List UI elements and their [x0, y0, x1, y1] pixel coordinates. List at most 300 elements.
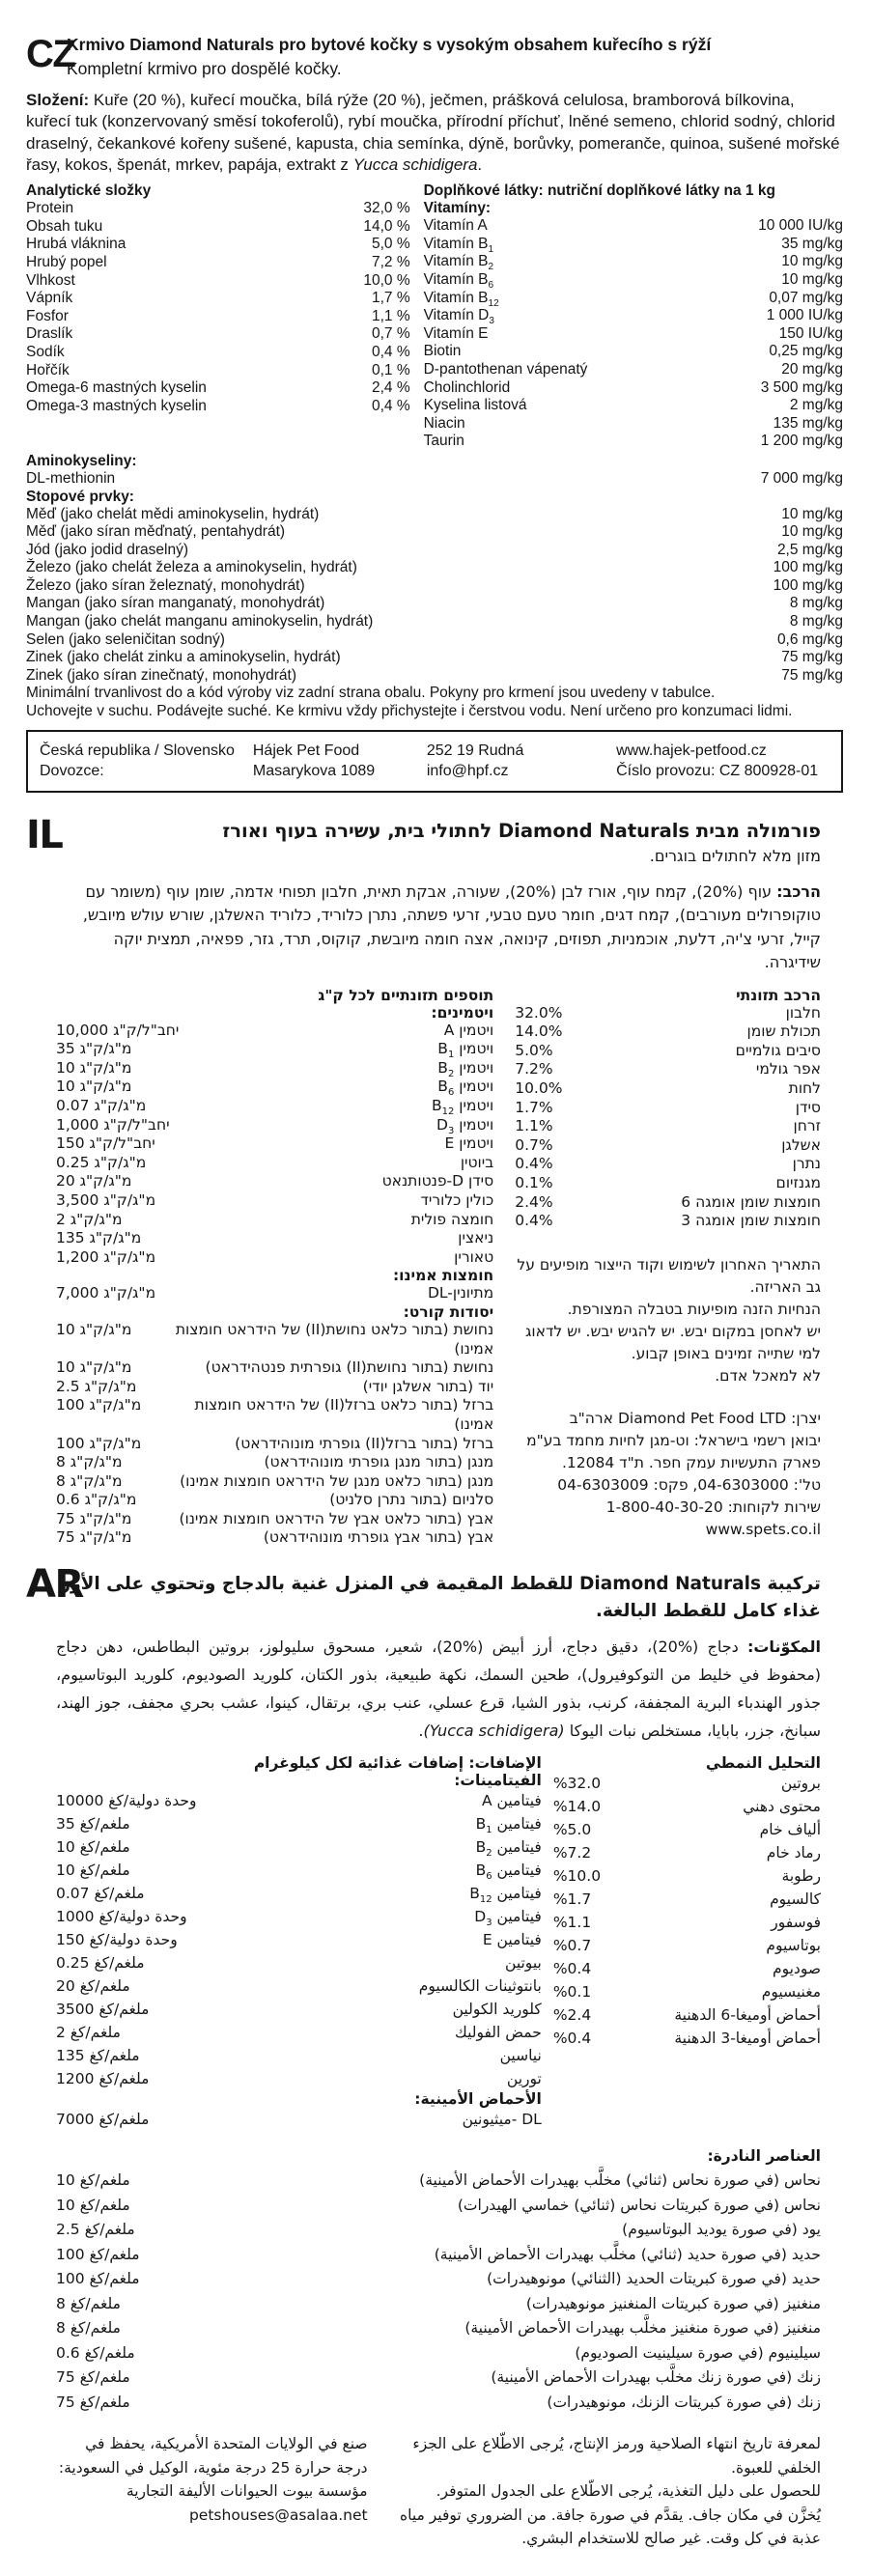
nutrient-value: 5.0%: [515, 1041, 553, 1059]
vitamin-name: فيتامين A: [482, 1792, 542, 1810]
il-vitamins-header: ויטמינים:: [431, 1003, 494, 1022]
vitamin-name: فيتامين $B_2$: [475, 1838, 542, 1860]
vitamin-name: فيتامين $B_6$: [475, 1862, 542, 1883]
vitamin-value: 20 ملغم/كغ: [56, 1977, 130, 1996]
nutrient-value: 1.1%: [515, 1117, 553, 1135]
il-amino-rows: [56, 1284, 493, 1303]
vitamin-row: [56, 1789, 542, 1812]
il-ingredients-paragraph: [56, 881, 821, 975]
analytical-row: [26, 254, 410, 272]
vitamin-row: [56, 2067, 542, 2090]
vitamin-value: 135 ملغم/كغ: [56, 2047, 140, 2065]
vitamin-name: Vitamín A: [423, 217, 488, 235]
trace-element-value: 2,5 mg/kg: [776, 541, 843, 558]
cz-additives-column: [424, 182, 843, 451]
nutrient-value: %0.4: [552, 1960, 592, 1978]
cz-amino-header: Aminokyseliny:: [26, 452, 137, 469]
amino-value: 7000 ملغم/كغ: [56, 2111, 150, 2129]
vitamin-row: [56, 1134, 493, 1154]
vitamin-value: 10 mg/kg: [781, 270, 843, 288]
vitamin-row: [56, 1078, 493, 1097]
vitamin-name: نياسين: [499, 2047, 542, 2065]
nutrient-value: 10,0 %: [363, 271, 410, 289]
vitamin-value: 20 mg/kg: [781, 360, 843, 378]
nutrient-name: זרחן: [793, 1117, 821, 1135]
trace-element-row: [56, 2218, 821, 2243]
vitamin-row: [56, 1116, 493, 1135]
importer-table-row: [40, 741, 830, 762]
trace-element-row: [56, 2316, 821, 2341]
nutrient-value: %0.1: [552, 1983, 592, 2002]
ar-analytical-rows: [553, 1772, 821, 2050]
analytical-row: [553, 1772, 821, 1795]
trace-element-value: 10 מ"ג/ק"ג: [56, 1358, 132, 1377]
trace-element-row: [56, 2243, 821, 2268]
trace-element-row: [56, 2391, 821, 2416]
vitamin-value: 0,07 mg/kg: [769, 289, 843, 306]
trace-element-value: 8 ملغم/كغ: [56, 2294, 121, 2312]
trace-element-row: [26, 667, 843, 686]
nutrient-value: %0.7: [552, 1937, 592, 1955]
trace-element-row: [26, 595, 843, 613]
vitamin-row: [424, 397, 843, 415]
ar-trace-rows: [56, 2169, 821, 2415]
analytical-row: [515, 1079, 821, 1099]
analytical-row: [515, 1004, 821, 1023]
vitamin-row: [56, 1812, 542, 1835]
vitamin-name: فيتامين $B_{12}$: [469, 1885, 542, 1906]
trace-element-row: [56, 1358, 493, 1378]
il-ingredients-text: עוף (20%), קמח עוף, אורז לבן (20%), שעורה, אבקת תאית, חלבון תפוחי אדמה, שומן עוף (משומר עם טוקופרולים מעורבים), קמח דגים, חומר טעם טבעי, זרעי פשתה, נתרן כלוריד, כלוריד האשלגן, שורש עולש מיובש, קייל, זרעי צ'יה, דלעת, אוכמניות, תפוזים, קינואה, אצה חומה מיובשת, קוקוס, תרד, גזר, פפאיה, תמצית יוקה שידיגרה.: [82, 882, 821, 972]
nutrient-name: رماد خام: [766, 1844, 821, 1862]
vitamin-value: 0.07 מ"ג/ק"ג: [56, 1097, 147, 1114]
nutrient-name: מגנזיום: [775, 1173, 821, 1191]
cz-ingredients-paragraph: Složení: Kuře (20 %), kuřecí moučka, bílá rýže (20 %), ječmen, prášková celulosa, bramborová bílkovina, kuřecí tuk (konzervovaný směsí tokoferolů), rybí moučka, přírodní příchuť, lněné semeno, chlorid sodný, chlorid draselný, čekankové kořeny sušené, kapusta, chia semínka, dýně, borůvky, pomeranče, quinoa, sušené mořské řasy, kokos, špenát, mrkev, papája, extrakt z Yucca schidigera.: [26, 91, 840, 174]
trace-element-name: نحاس (في صورة كبريتات نحاس (ثنائي) خماسي الهيدرات): [457, 2196, 821, 2214]
trace-element-value: 75 מ"ג/ק"ג: [56, 1528, 132, 1547]
analytical-row: [26, 379, 410, 398]
il-usage-notes: [515, 1254, 821, 1387]
vitamin-name: Vitamín $D_3$: [423, 307, 494, 327]
cz-additives-header: Doplňkové látky: nutriční doplňkové látky na 1 kg: [423, 182, 775, 200]
nutrient-value: 0,4 %: [371, 343, 410, 360]
nutrient-value: 14,0 %: [363, 217, 410, 235]
cz-vitamin-rows: [424, 217, 843, 451]
analytical-row: [26, 272, 410, 291]
trace-element-row: [56, 1491, 493, 1510]
cz-trace-rows: [26, 506, 843, 686]
cz-amino-rows: [26, 470, 843, 489]
vitamin-row: [56, 1951, 542, 1974]
importer-cell-country: Česká republika / Slovensko: [40, 742, 235, 759]
analytical-row: [553, 2003, 821, 2027]
vitamin-value: 0.25 מ"ג/ק"ג: [56, 1153, 147, 1171]
analytical-row: [515, 1117, 821, 1136]
il-vitamin-rows: [56, 1022, 493, 1268]
il-amino-header: חומצות אמינו:: [392, 1267, 494, 1285]
nutrient-name: صوديوم: [773, 1960, 821, 1978]
vitamin-name: Niacin: [423, 414, 465, 432]
language-tag-cz: CZ: [26, 33, 75, 75]
analytical-row: [553, 1841, 821, 1864]
vitamin-value: 10 מ"ג/ק"ג: [56, 1058, 132, 1077]
cz-ingredients-latin-name: Yucca schidigera: [352, 154, 478, 174]
importer-cell-contact: Číslo provozu: CZ 800928-01: [616, 763, 819, 780]
trace-element-name: אבץ (בתור אבץ גופרתי מונוהידראט): [263, 1528, 494, 1547]
trace-element-row: [26, 577, 843, 596]
vitamin-name: חומצה פולית: [410, 1210, 494, 1228]
vitamin-row: [56, 2044, 542, 2067]
trace-element-name: נחושת (בתור כלאט נחושת(II) של הידראט חומצות אמינו): [175, 1320, 494, 1358]
nutrient-name: סיבים גולמיים: [735, 1041, 821, 1059]
nutrient-value: %1.1: [552, 1914, 592, 1932]
nutrient-name: ألياف خام: [759, 1821, 821, 1839]
nutrient-name: לחות: [788, 1079, 821, 1097]
trace-element-value: 10 mg/kg: [781, 523, 843, 541]
vitamin-row: [56, 1998, 542, 2021]
importer-cell-company: Hájek Pet Food: [252, 742, 360, 759]
vitamin-row: [424, 415, 843, 434]
nutrient-value: 1,7 %: [371, 290, 410, 307]
nutrient-value: %14.0: [552, 1798, 602, 1816]
vitamin-name: Vitamín $B_{12}$: [423, 289, 499, 309]
note-line: התאריך האחרון לשימוש וקוד הייצור מופיעים על גב האריזה.: [517, 1255, 821, 1296]
manufacturer-line: صنع في الولايات المتحدة الأمريكية، يحفظ في درجة حرارة 25 درجة مئوية، الوكيل في السعودية:: [58, 2435, 368, 2477]
nutrient-value: %1.7: [552, 1890, 592, 1909]
trace-element-name: زنك (في صورة زنك مخلَّب بهيدرات الأحماض الأمينية): [491, 2368, 821, 2387]
nutrient-name: Vlhkost: [26, 271, 75, 289]
nutrient-value: 32.0%: [515, 1003, 563, 1022]
vitamin-row: [424, 271, 843, 290]
ar-usage-notes: [385, 2432, 821, 2551]
vitamin-name: טאורין: [454, 1247, 494, 1266]
nutrient-value: 0.4%: [515, 1155, 553, 1173]
cz-analytical-rows: [26, 200, 410, 415]
cz-importer-table: [26, 730, 843, 793]
il-ingredients-label: הרכב:: [776, 882, 821, 901]
vitamin-value: 0.25 ملغم/كغ: [56, 1954, 145, 1973]
vitamin-name: فيتامين E: [482, 1931, 542, 1949]
trace-element-row: [56, 2292, 821, 2317]
trace-element-name: אבץ (בתור כלאט אבץ של הידראט חומצות אמינו): [179, 1509, 494, 1527]
trace-element-value: 100 ملغم/كغ: [56, 2245, 140, 2263]
vitamin-row: [56, 1040, 493, 1059]
nutrient-value: %2.4: [552, 2006, 592, 2025]
vitamin-name: بانتوثينات الكالسيوم: [418, 1977, 542, 1996]
vitamin-value: 20 מ"ג/ק"ג: [56, 1172, 132, 1190]
trace-element-name: מנגן (בתור כלאט מנגן של הידראט חומצות אמינו): [180, 1471, 494, 1490]
trace-element-name: Měď (jako síran měďnatý, pentahydrát): [26, 523, 286, 541]
il-product-title: פורמולה מבית Diamond Naturals לחתולי בית, עשירה בעוף ואורז: [222, 819, 821, 842]
vitamin-row: [424, 290, 843, 308]
vitamin-value: 2 mg/kg: [789, 397, 843, 414]
vitamin-row: [424, 343, 843, 361]
vitamin-name: ניאצין: [458, 1229, 494, 1247]
vitamin-row: [56, 1154, 493, 1173]
trace-element-name: יוד (בתור אשלגן יודי): [362, 1377, 494, 1395]
trace-element-name: نحاس (في صورة نحاس (ثنائي) مخلَّب بهيدرات الأحماض الأمينية): [419, 2171, 821, 2190]
vitamin-value: 10 ملغم/كغ: [56, 1838, 130, 1857]
trace-element-value: 8 mg/kg: [789, 595, 843, 612]
trace-element-name: زنك (في صورة كبريتات الزنك، مونوهيدرات): [547, 2393, 821, 2411]
trace-element-value: 8 מ"ג/ק"ג: [56, 1453, 123, 1471]
cz-analytical-column: [26, 182, 410, 451]
il-analytical-rows: [515, 1004, 821, 1231]
ar-trace-header: العناصر النادرة:: [707, 2147, 821, 2166]
trace-element-row: [56, 1378, 493, 1397]
cz-vitamins-header: Vitamíny:: [423, 200, 492, 217]
analytical-row: [553, 1980, 821, 2003]
note-line: לא למאכל אדם.: [715, 1366, 821, 1385]
trace-element-row: [26, 649, 843, 667]
analytical-row: [26, 398, 410, 416]
vitamin-value: 3 500 mg/kg: [760, 378, 843, 396]
trace-element-name: حديد (في صورة كبريتات الحديد (الثنائي) مونوهيدرات): [487, 2270, 821, 2288]
vitamin-value: 10 מ"ג/ק"ג: [56, 1078, 132, 1096]
nutrient-value: 14.0%: [515, 1022, 563, 1041]
vitamin-row: [56, 1022, 493, 1041]
nutrient-value: 10.0%: [515, 1079, 563, 1097]
nutrient-value: 32,0 %: [363, 200, 410, 217]
trace-element-value: 75 ملغم/كغ: [56, 2393, 130, 2411]
trace-element-value: 10 מ"ג/ק"ג: [56, 1320, 132, 1338]
trace-element-value: 100 מ"ג/ק"ג: [56, 1396, 142, 1414]
vitamin-name: ויטמין $D_3$: [436, 1115, 494, 1136]
language-tag-il: IL: [26, 812, 63, 857]
amino-row: [56, 2108, 542, 2131]
ar-vitamins-header: الفيتامينات:: [454, 1772, 542, 1790]
trace-element-row: [26, 506, 843, 524]
nutrient-value: 0.1%: [515, 1173, 553, 1191]
vitamin-name: بيوتين: [505, 1954, 542, 1973]
trace-element-name: Selen (jako seleničitan sodný): [26, 630, 225, 648]
il-additives-header: תוספים תזונתיים לכל ק"ג: [318, 986, 494, 1004]
nutrient-name: Sodík: [26, 343, 65, 360]
vitamin-value: 1 200 mg/kg: [760, 433, 843, 450]
manufacturer-line: יצרן: Diamond Pet Food LTD ארה"ב: [569, 1409, 821, 1427]
vitamin-row: [424, 217, 843, 236]
ar-additives-header: الإضافات: إضافات غذائية لكل كيلوغرام: [253, 1754, 542, 1773]
analytical-row: [553, 1934, 821, 1957]
section-arabic: [0, 1554, 872, 2551]
trace-element-name: סלניום (בתור נתרן סלניט): [329, 1491, 494, 1509]
amino-name: DL-מתיונין: [427, 1284, 494, 1302]
cz-storage-instructions: [26, 685, 843, 720]
analytical-row: [553, 1795, 821, 1818]
storage-line: Minimální trvanlivost do a kód výroby viz zadní strana obalu. Pokyny pro krmení jsou uvedeny v tabulce.: [26, 685, 716, 702]
trace-element-value: 10 ملغم/كغ: [56, 2171, 130, 2190]
importer-cell-address: 252 19 Rudná: [426, 742, 524, 759]
vitamin-name: ויטמין $B_6$: [437, 1078, 494, 1099]
vitamin-value: 35 ملغم/كغ: [56, 1815, 130, 1834]
note-line: يُخزَّن في مكان جاف. يقدَّم في صورة جافة. من الضروري توفير مياه عذبة في كل وقت. غير صالح للاستخدام البشري.: [400, 2506, 821, 2548]
vitamin-name: Biotin: [423, 343, 462, 360]
nutrient-value: 1,1 %: [371, 307, 410, 324]
cz-product-subtitle: Kompletní krmivo pro dospělé kočky.: [67, 59, 342, 78]
analytical-row: [26, 308, 410, 326]
il-additives-column: [56, 987, 493, 1548]
amino-value: 7,000 מ"ג/ק"ג: [56, 1284, 156, 1302]
trace-element-name: Mangan (jako síran manganatý, monohydrát): [26, 595, 325, 612]
note-line: יש לאחסן במקום יבש. יש להגיש יבש. יש לדאוג למי שתייה זמינים באופן קבוע.: [524, 1322, 821, 1362]
cz-ingredients-label: Složení:: [26, 91, 90, 109]
analytical-row: [553, 1818, 821, 1841]
trace-element-name: Jód (jako jodid draselný): [26, 541, 189, 558]
nutrient-name: أحماض أوميغا-3 الدهنية: [674, 2030, 821, 2048]
trace-element-value: 8 mg/kg: [789, 613, 843, 630]
trace-element-name: מנגן (בתור מנגן גופרתי מונוהידראט): [264, 1453, 494, 1471]
nutrient-value: %10.0: [552, 1867, 602, 1886]
vitamin-value: 10000 وحدة دولية/كغ: [56, 1792, 197, 1810]
il-product-subtitle: מזון מלא לחתולים בוגרים.: [649, 846, 821, 865]
nutrient-name: فوسفور: [771, 1914, 821, 1932]
trace-element-row: [26, 523, 843, 542]
vitamin-row: [56, 1059, 493, 1078]
vitamin-value: 10 000 IU/kg: [758, 217, 843, 235]
trace-element-name: Mangan (jako chelát manganu aminokyselin, hydrát): [26, 613, 374, 630]
language-tag-ar: AR: [26, 1562, 83, 1608]
trace-element-name: ברזל (בתור כלאט ברזל(II) של הידראט חומצות אמינו): [194, 1396, 494, 1433]
ar-ingredients-label: المكوّنات:: [746, 1638, 821, 1657]
trace-element-name: Zinek (jako chelát zinku a aminokyselin, hydrát): [26, 649, 341, 666]
vitamin-row: [56, 1211, 493, 1230]
vitamin-value: 1,000 יחב"ל/ק"ג: [56, 1115, 170, 1134]
vitamin-value: 35 מ"ג/ק"ג: [56, 1040, 132, 1058]
vitamin-row: [56, 1905, 542, 1928]
vitamin-value: 150 IU/kg: [778, 324, 843, 342]
nutrient-name: Obsah tuku: [26, 217, 103, 235]
nutrient-value: %32.0: [552, 1775, 602, 1793]
nutrient-value: %5.0: [552, 1821, 592, 1839]
trace-element-value: 100 ملغم/كغ: [56, 2270, 140, 2288]
nutrient-name: محتوى دهني: [743, 1798, 821, 1816]
trace-element-name: حديد (في صورة حديد (ثنائي) مخلَّب بهيدرات الأحماض الأمينية): [434, 2245, 821, 2263]
trace-element-row: [56, 2169, 821, 2194]
trace-element-name: Železo (jako síran železnatý, monohydrát): [26, 576, 305, 594]
vitamin-value: 10 ملغم/كغ: [56, 1862, 130, 1880]
nutrient-name: תכולת שומן: [746, 1022, 821, 1041]
trace-element-row: [26, 542, 843, 560]
vitamin-value: 10 mg/kg: [781, 253, 843, 270]
vitamin-name: فيتامين $B_1$: [475, 1815, 542, 1836]
nutrient-name: Omega-6 mastných kyselin: [26, 379, 207, 397]
trace-element-value: 100 mg/kg: [773, 559, 843, 576]
vitamin-row: [424, 433, 843, 451]
nutrient-name: أحماض أوميغا-6 الدهنية: [674, 2006, 821, 2025]
vitamin-name: تورين: [506, 2070, 542, 2088]
importer-table-row: [40, 761, 830, 782]
trace-element-value: 75 mg/kg: [781, 666, 843, 684]
vitamin-row: [56, 1882, 542, 1905]
trace-element-name: ברזל (בתור ברזל(II) גופרתי מונוהידראט): [235, 1434, 494, 1452]
ar-ingredients-latin-name: (Yucca schidigera): [423, 1722, 565, 1741]
vitamin-value: 3,500 מ"ג/ק"ג: [56, 1190, 156, 1209]
vitamin-value: 1 000 IU/kg: [766, 307, 843, 324]
nutrient-value: 0,1 %: [371, 361, 410, 378]
nutrient-name: Hrubý popel: [26, 253, 107, 270]
trace-element-name: سيلينيوم (في صورة سيلينيت الصوديوم): [575, 2343, 821, 2362]
vitamin-name: Kyselina listová: [423, 397, 527, 414]
importer-cell-company: Masarykova 1089: [252, 763, 376, 780]
vitamin-value: 0.07 ملغم/كغ: [56, 1885, 145, 1903]
analytical-row: [515, 1174, 821, 1193]
vitamin-name: Vitamín $B_6$: [423, 270, 494, 292]
amino-name: ميثيونين- DL: [462, 2111, 542, 2129]
nutrient-value: 0.7%: [515, 1135, 553, 1154]
vitamin-value: 2 ملغم/كغ: [56, 2024, 121, 2042]
importer-cell-address: info@hpf.cz: [426, 763, 509, 780]
vitamin-row: [424, 307, 843, 325]
vitamin-value: 3500 ملغم/كغ: [56, 2001, 150, 2019]
nutrient-name: חומצות שומן אומגה 3: [681, 1212, 821, 1230]
trace-element-name: Zinek (jako síran zinečnatý, monohydrát): [26, 666, 296, 684]
analytical-row: [553, 1888, 821, 1911]
analytical-row: [515, 1022, 821, 1042]
nutrient-value: 1.7%: [515, 1098, 553, 1116]
note-line: للحصول على دليل التغذية، يُرجى الاطّلاع على الجدول المتوفر.: [436, 2482, 821, 2501]
note-line: لمعرفة تاريخ انتهاء الصلاحية ورمز الإنتاج، يُرجى الاطّلاع على الجزء الخلفي للعبوة.: [412, 2435, 821, 2477]
ar-trace-section: [56, 2144, 821, 2415]
trace-element-value: 75 mg/kg: [781, 649, 843, 666]
vitamin-value: 1200 ملغم/كغ: [56, 2070, 150, 2088]
trace-element-value: 0,6 mg/kg: [776, 630, 843, 648]
trace-element-row: [56, 1321, 493, 1358]
nutrient-name: Protein: [26, 200, 74, 217]
amino-row: [56, 1284, 493, 1303]
importer-cell-country: Dovozce:: [40, 763, 104, 780]
vitamin-value: 2 מ"ג/ק"ג: [56, 1210, 123, 1228]
trace-element-value: 8 ملغم/كغ: [56, 2319, 121, 2338]
note-line: הנחיות הזנה מופיעות בטבלה המצורפת.: [567, 1300, 821, 1318]
section-czech: [0, 0, 872, 793]
il-trace-header: יסודות קורט:: [403, 1302, 494, 1321]
vitamin-value: 1000 وحدة دولية/كغ: [56, 1908, 187, 1926]
ar-amino-rows: [56, 2108, 542, 2131]
trace-element-row: [56, 1435, 493, 1454]
trace-element-name: منغنيز (في صورة كبريتات المنغنيز مونوهيدرات): [525, 2294, 821, 2312]
nutrient-name: חומצות שומן אומגה 6: [681, 1192, 821, 1211]
analytical-row: [26, 200, 410, 218]
vitamin-value: 150 יחב"ל/ק"ג: [56, 1134, 155, 1153]
nutrient-name: Vápník: [26, 290, 73, 307]
vitamin-row: [424, 361, 843, 379]
il-analytical-header: הרכב תזונתי: [736, 986, 821, 1004]
nutrient-name: بروتين: [780, 1775, 821, 1793]
vitamin-row: [56, 1172, 493, 1191]
nutrient-name: אפר גולמי: [755, 1060, 821, 1078]
trace-element-row: [56, 1528, 493, 1548]
trace-element-row: [56, 1396, 493, 1434]
vitamin-name: Taurin: [423, 433, 464, 450]
nutrient-value: %0.4: [552, 2030, 592, 2048]
nutrient-name: סידן: [795, 1098, 821, 1116]
manufacturer-line: יבואן רשמי בישראל: וט-מגן לחיות מחמד בע"מ: [526, 1431, 821, 1449]
ar-analytical-column: [553, 1754, 821, 2131]
vitamin-row: [56, 1191, 493, 1211]
vitamin-value: 10,000 יחב"ל/ק"ג: [56, 1021, 180, 1039]
vitamin-name: Vitamín $B_1$: [423, 235, 494, 255]
vitamin-row: [424, 379, 843, 398]
trace-element-row: [56, 1510, 493, 1529]
nutrient-name: مغنيسيوم: [761, 1983, 821, 2002]
trace-element-row: [26, 559, 843, 577]
trace-element-row: [56, 2366, 821, 2391]
manufacturer-line: פארק התעשיות עמק חפר. ת"ד 12084.: [561, 1453, 821, 1471]
vitamin-row: [56, 1974, 542, 1998]
manufacturer-line: مؤسسة بيوت الحيوانات الأليفة التجارية: [126, 2482, 368, 2501]
ar-ingredients-paragraph: المكوّنات: دجاج (%20)، دقيق دجاج، أرز أبيض (%20)، شعير، مسحوق سليولوز، بروتين البطاطس، دهن دجاج (محفوظ في خليط من التوكوفيرول)، طحين السمك، نكهة طبيعية، بذور الكتان، كلوريد الصوديوم، كلوريد البوتاسيوم، جذور الهندباء البرية المجففة، كرنب، بذور الشيا، قرع عسلي، عنب بري، برتقال، كينوا، عشب بحري مجفف، جوز الهند، سبانخ، جزر، بابايا، مستخلص نبات اليوكا (Yucca schidigera).: [56, 1638, 821, 1741]
trace-element-row: [56, 1472, 493, 1492]
